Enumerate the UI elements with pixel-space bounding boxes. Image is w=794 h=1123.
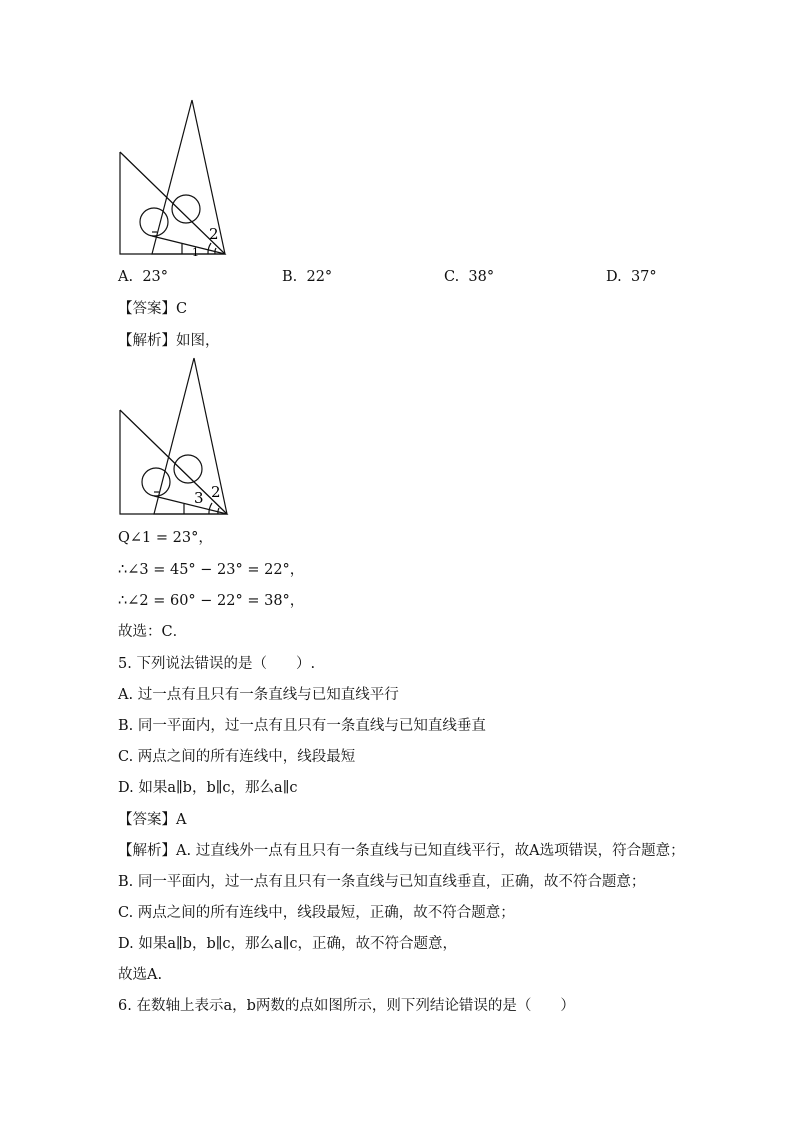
q5-analysis-b: B. 同一平面内，过一点有且只有一条直线与已知直线垂直，正确，故不符合题意； bbox=[118, 874, 646, 890]
q5-analysis-d: D. 如果a∥b，b∥c，那么a∥c，正确，故不符合题意， bbox=[118, 936, 458, 952]
q4-step-3: ∴∠2 = 60° − 22° = 38°， bbox=[118, 593, 305, 609]
q4-step-1: Q∠1 = 23°， bbox=[118, 530, 213, 546]
q5-analysis-c: C. 两点之间的所有连线中，线段最短，正确，故不符合题意； bbox=[118, 905, 515, 921]
option-b-letter: B. bbox=[282, 269, 298, 285]
q5-option-b: B. 同一平面内，过一点有且只有一条直线与已知直线垂直 bbox=[118, 718, 486, 734]
q4-answer: 【答案】C bbox=[118, 301, 188, 317]
figure-triangles-1 bbox=[112, 94, 237, 260]
option-d bbox=[606, 269, 657, 285]
option-c bbox=[444, 269, 494, 285]
q4-analysis-intro: 【解析】如图， bbox=[118, 333, 220, 349]
option-b bbox=[282, 269, 332, 285]
figure1-label-1: 1 bbox=[192, 246, 199, 259]
option-a-letter: A. bbox=[118, 269, 134, 285]
q5-option-d: D. 如果a∥b，b∥c，那么a∥c bbox=[118, 780, 298, 796]
figure2-label-3: 3 bbox=[194, 489, 204, 507]
figure-triangles-2 bbox=[112, 352, 237, 520]
q4-step-2: ∴∠3 = 45° − 23° = 22°， bbox=[118, 562, 305, 578]
option-d-value: 37° bbox=[630, 269, 657, 285]
q5-stem: 5. 下列说法错误的是（ ）. bbox=[118, 656, 316, 672]
q5-analysis-a: 【解析】A. 过直线外一点有且只有一条直线与已知直线平行，故A选项错误，符合题意； bbox=[118, 843, 685, 859]
option-b-value: 22° bbox=[306, 269, 333, 285]
option-a-value: 23° bbox=[142, 269, 169, 285]
q5-conclusion: 故选A. bbox=[118, 967, 163, 983]
option-a bbox=[118, 269, 168, 285]
figure1-label-2: 2 bbox=[209, 225, 219, 243]
q5-option-c: C. 两点之间的所有连线中，线段最短 bbox=[118, 749, 356, 765]
q6-stem: 6. 在数轴上表示a，b两数的点如图所示，则下列结论错误的是（ ） bbox=[118, 998, 575, 1014]
option-c-value: 38° bbox=[468, 269, 495, 285]
q4-conclusion: 故选：C． bbox=[118, 624, 188, 640]
option-c-letter: C. bbox=[444, 269, 460, 285]
q5-answer: 【答案】A bbox=[118, 812, 187, 828]
figure2-label-2: 2 bbox=[211, 483, 221, 501]
option-d-letter: D. bbox=[606, 269, 622, 285]
q5-option-a: A. 过一点有且只有一条直线与已知直线平行 bbox=[118, 687, 399, 703]
